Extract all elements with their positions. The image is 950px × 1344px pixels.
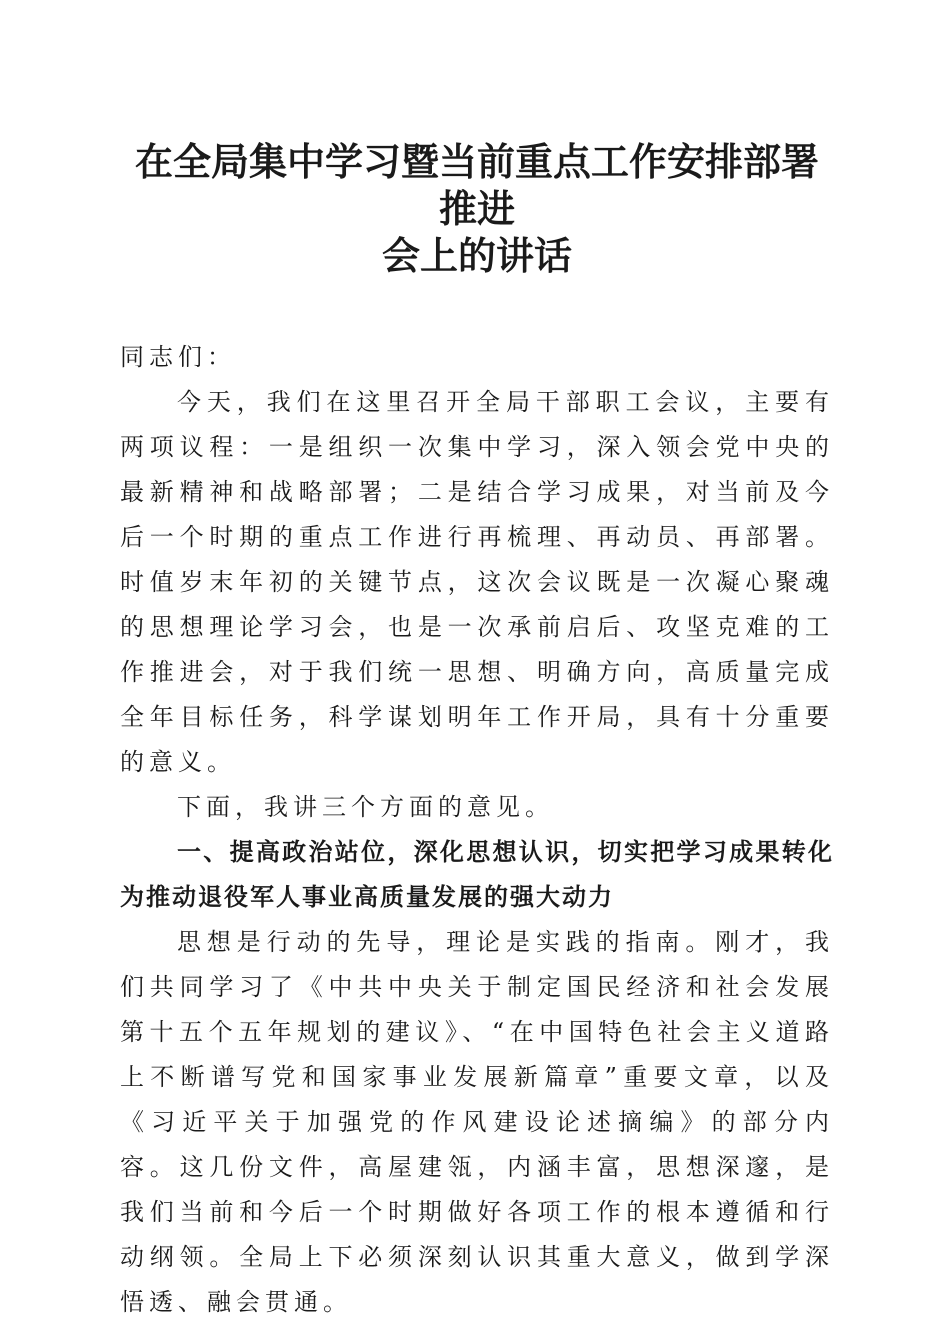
document-title: [120, 138, 834, 279]
document-body: [120, 335, 834, 1325]
paragraph-section-1: 思想是行动的先导，理论是实践的指南。刚才，我们共同学习了《中共中央关于制定国民经济和社会发展第十五个五年规划的建议》、“在中国特色社会主义道路上不断谱写党和国家事业发展新篇章”重要文章，以及《习近平关于加强党的作风建设论述摘编》的部分内容。这几份文件，高屋建瓴，内涵丰富，思想深邃，是我们当前和今后一个时期做好各项工作的根本遵循和行动纲领。全局上下必须深刻认识其重大意义，做到学深悟透、融会贯通。: [120, 928, 834, 1316]
title-line-1: 在全局集中学习暨当前重点工作安排部署推进: [134, 139, 819, 231]
paragraph-intro: 今天，我们在这里召开全局干部职工会议，主要有两项议程：一是组织一次集中学习，深入领会党中央的最新精神和战略部署；二是结合学习成果，对当前及今后一个时期的重点工作进行再梳理、再动员、再部署。时值岁末年初的关键节点，这次会议既是一次凝心聚魂的思想理论学习会，也是一次承前启后、攻坚克难的工作推进会，对于我们统一思想、明确方向，高质量完成全年目标任务，科学谋划明年工作开局，具有十分重要的意义。: [120, 388, 834, 776]
section-heading-1: 一、提高政治站位，深化思想认识，切实把学习成果转化为推动退役军人事业高质量发展的强大动力: [120, 838, 834, 911]
salutation: 同志们：: [120, 343, 236, 371]
paragraph-transition: 下面，我讲三个方面的意见。: [177, 793, 554, 821]
title-line-2: 会上的讲话: [381, 233, 572, 278]
